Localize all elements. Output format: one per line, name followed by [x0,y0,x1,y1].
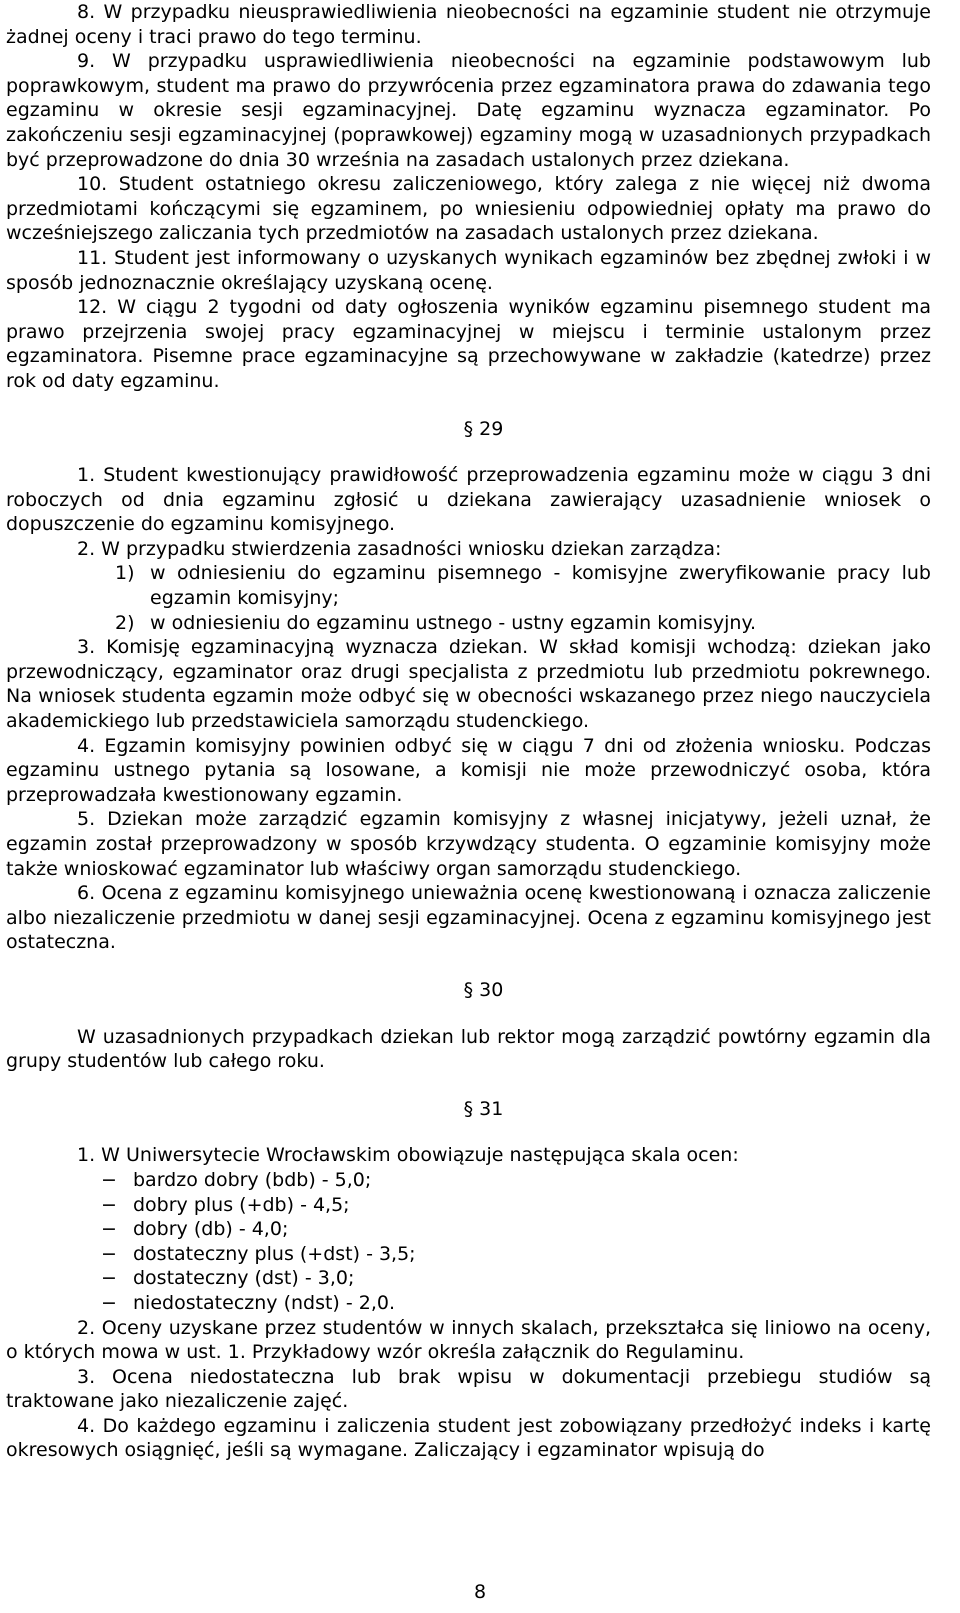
s29-paragraph-2: 2. W przypadku stwierdzenia zasadności wniosku dziekan zarządza: [77,537,722,560]
s30-paragraph-1: W uzasadnionych przypadkach dziekan lub rektor mogą zarządzić powtórny egzamin dla grupy studentów lub całego roku. [6,1025,931,1073]
dash-bullet: − [101,1291,117,1314]
grade-text: dobry (db) - 4,0; [133,1218,289,1241]
section-heading-30: § 30 [463,978,504,1001]
paragraph-12: 12. W ciągu 2 tygodni od daty ogłoszenia wyników egzaminu pisemnego student ma prawo przejrzenia swojej pracy egzaminacyjnej w miejscu i terminie ustalonym przez egzaminatora. Pisemne prace egzaminacyjne są przechowywane w zakładzie (katedrze) przez rok od daty egzaminu. [6,296,931,392]
grade-item [6,1242,931,1267]
s29-paragraph-1: 1. Student kwestionujący prawidłowość przeprowadzenia egzaminu może w ciągu 3 dni roboczych od dnia egzaminu zgłosić u dziekana zawierający uzasadnienie wniosek o dopuszczenie do egzaminu komisyjnego. [6,464,931,536]
s31-paragraph-1: 1. W Uniwersytecie Wrocławskim obowiązuje następująca skala ocen: [77,1144,739,1167]
grade-item [6,1266,931,1291]
dash-bullet: − [101,1218,117,1241]
document-body [6,0,931,1463]
page-number: 8 [473,1581,487,1603]
s29-paragraph-5: 5. Dziekan może zarządzić egzamin komisyjny z własnej inicjatywy, jeżeli uznał, że egzamin został przeprowadzony w sposób krzywdzący studenta. O egzaminie komisyjny może także wnioskować egzaminator lub właściwy organ samorządu studenckiego. [6,808,931,880]
s29-paragraph-3: 3. Komisję egzaminacyjną wyznacza dziekan. W skład komisji wchodzą: dziekan jako przewodniczący, egzaminator oraz drugi specjalista z przedmiotu lub przedmiotu pokrewnego. Na wniosek studenta egzamin może odbyć się w obecności wskazanego przez niego nauczyciela akademickiego lub przedstawiciela samorządu studenckiego. [6,636,931,733]
grade-item [6,1193,931,1218]
s29-paragraph-6: 6. Ocena z egzaminu komisyjnego unieważnia ocenę kwestionowaną i oznacza zaliczenie albo niezaliczenie przedmiotu w danej sesji egzaminacyjnej. Ocena z egzaminu komisyjnego jest ostateczna. [6,882,931,954]
grade-text: bardzo dobry (bdb) - 5,0; [133,1168,372,1191]
paragraph-9: 9. W przypadku usprawiedliwienia nieobecności na egzaminie podstawowym lub poprawkowym, student ma prawo do przywrócenia przez egzaminatora prawa do zdawania tego egzaminu w okresie sesji egzaminacyjnej. Datę egzaminu wyznacza egzaminator. Po zakończeniu sesji egzaminacyjnej (poprawkowej) egzaminy mogą w uzasadnionych przypadkach być przeprowadzone do dnia 30 września na zasadach ustalonych przez dziekana. [6,50,931,171]
subitem-number: 2) [115,611,135,634]
grade-item [6,1291,931,1316]
subitem-text: w odniesieniu do egzaminu ustnego - ustny egzamin komisyjny. [150,611,757,634]
subitem-number: 1) [115,562,135,585]
s29-subitem-1 [6,561,931,610]
s31-paragraph-3: 3. Ocena niedostateczna lub brak wpisu w dokumentacji przebiegu studiów są traktowane jako niezaliczenie zajęć. [6,1365,931,1413]
paragraph-11: 11. Student jest informowany o uzyskanych wynikach egzaminów bez zbędnej zwłoki i w sposób jednoznacznie określający uzyskaną ocenę. [6,246,931,294]
section-heading-29: § 29 [463,417,504,440]
paragraph-10: 10. Student ostatniego okresu zaliczeniowego, który zalega z nie więcej niż dwoma przedmiotami kończącymi się egzaminem, po wniesieniu odpowiedniej opłaty ma prawo do wcześniejszego zaliczania tych przedmiotów na zasadach ustalonych przez dziekana. [6,173,931,245]
grade-text: dostateczny plus (+dst) - 3,5; [133,1242,416,1265]
grade-text: niedostateczny (ndst) - 2,0. [133,1291,396,1314]
grade-item [6,1168,931,1193]
grade-text: dostateczny (dst) - 3,0; [133,1267,355,1290]
paragraph-8: 8. W przypadku nieusprawiedliwienia nieobecności na egzaminie student nie otrzymuje żadnej oceny i traci prawo do tego terminu. [6,1,931,48]
dash-bullet: − [101,1193,117,1216]
grade-item [6,1217,931,1242]
s31-paragraph-4: 4. Do każdego egzaminu i zaliczenia student jest zobowiązany przedłożyć indeks i kartę okresowych osiągnięć, jeśli są wymagane. Zaliczający i egzaminator wpisują do [6,1414,931,1462]
dash-bullet: − [101,1267,117,1290]
section-heading-31: § 31 [463,1097,504,1120]
grade-text: dobry plus (+db) - 4,5; [133,1193,350,1216]
s29-paragraph-4: 4. Egzamin komisyjny powinien odbyć się w ciągu 7 dni od złożenia wniosku. Podczas egzaminu ustnego pytania są losowane, a komisji nie może przewodniczyć osoba, która przeprowadzała kwestionowany egzamin. [6,734,931,806]
dash-bullet: − [101,1242,117,1265]
subitem-text: w odniesieniu do egzaminu pisemnego - komisyjne zweryfikowanie pracy lub egzamin komisyjny; [150,562,931,610]
dash-bullet: − [101,1168,117,1191]
s29-subitem-2 [6,611,931,636]
s31-paragraph-2: 2. Oceny uzyskane przez studentów w innych skalach, przekształca się liniowo na oceny, o których mowa w ust. 1. Przykładowy wzór określa załącznik do Regulaminu. [6,1316,931,1364]
